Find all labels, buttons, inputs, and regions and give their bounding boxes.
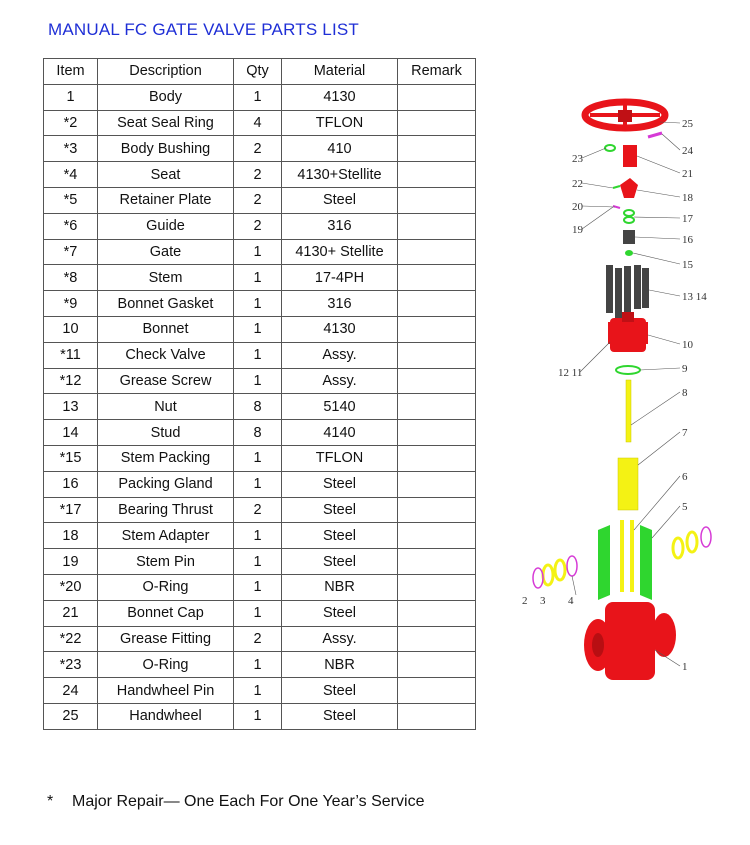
cell-description: Handwheel [98,703,234,729]
cell-item: 16 [44,471,98,497]
gate-part [618,458,638,510]
cell-description: Stud [98,420,234,446]
cell-qty: 1 [234,291,282,317]
cell-description: Bonnet Gasket [98,291,234,317]
cell-qty: 2 [234,626,282,652]
cell-item: *22 [44,626,98,652]
grease-fitting-part [613,186,620,188]
cell-item: *5 [44,187,98,213]
cell-description: O-Ring [98,652,234,678]
cell-description: Bonnet [98,316,234,342]
cell-qty: 4 [234,110,282,136]
retainer-plate-parts [598,525,652,600]
cell-material: 5140 [282,394,398,420]
cell-description: Check Valve [98,342,234,368]
parts-table [43,58,476,730]
callout-9: 9 [682,363,688,375]
cell-item: 14 [44,420,98,446]
table-row [44,239,476,265]
cell-remark [398,239,476,265]
studs-part [606,265,649,318]
page-title: MANUAL FC GATE VALVE PARTS LIST [48,20,360,39]
exploded-valve-diagram [510,90,735,690]
callout-13-14: 13 14 [682,291,707,303]
callout-2: 2 [522,595,528,607]
cell-material: Steel [282,523,398,549]
cell-description: O-Ring [98,574,234,600]
callout-5: 5 [682,501,688,513]
callout-24: 24 [682,145,693,157]
cell-qty: 1 [234,523,282,549]
cell-qty: 1 [234,342,282,368]
cell-description: Retainer Plate [98,187,234,213]
cell-item: 1 [44,84,98,110]
cell-qty: 8 [234,394,282,420]
table-row [44,394,476,420]
cell-remark [398,110,476,136]
cell-material: 4140 [282,420,398,446]
cell-item: 25 [44,703,98,729]
cell-qty: 2 [234,497,282,523]
header-remark: Remark [398,59,476,85]
cell-description: Stem [98,265,234,291]
cell-qty: 1 [234,652,282,678]
table-row [44,678,476,704]
cell-item: 18 [44,523,98,549]
cell-material: 410 [282,136,398,162]
cell-material: 316 [282,213,398,239]
packing-gland-part [623,230,635,244]
cell-remark [398,162,476,188]
table-row [44,316,476,342]
callout-15: 15 [682,259,693,271]
table-row [44,213,476,239]
callout-7: 7 [682,427,688,439]
cell-material: Steel [282,549,398,575]
table-row [44,342,476,368]
cell-material: Steel [282,187,398,213]
table-row [44,600,476,626]
cell-material: Assy. [282,626,398,652]
cell-qty: 2 [234,162,282,188]
cell-item: *11 [44,342,98,368]
stem-part [626,380,631,442]
cell-item: *8 [44,265,98,291]
cell-description: Body [98,84,234,110]
cell-remark [398,549,476,575]
callout-18: 18 [682,192,693,204]
cell-description: Stem Packing [98,445,234,471]
cell-remark [398,420,476,446]
cell-qty: 1 [234,84,282,110]
cell-remark [398,394,476,420]
cell-item: *7 [44,239,98,265]
footnote-text: Major Repair— One Each For One Year’s Service [72,793,425,810]
cell-item: *9 [44,291,98,317]
table-row [44,652,476,678]
parts-table-body [44,84,476,729]
cell-item: *23 [44,652,98,678]
cell-remark [398,316,476,342]
cell-description: Bearing Thrust [98,497,234,523]
callout-10: 10 [682,339,693,351]
callout-20: 20 [572,201,583,213]
cell-item: *17 [44,497,98,523]
table-row [44,420,476,446]
handwheel-part [585,102,665,128]
cell-remark [398,213,476,239]
table-row [44,574,476,600]
cell-qty: 2 [234,213,282,239]
cell-remark [398,471,476,497]
cell-remark [398,368,476,394]
cell-remark [398,136,476,162]
cell-description: Nut [98,394,234,420]
cell-qty: 1 [234,471,282,497]
callout-labels [522,118,707,673]
callout-6: 6 [682,471,688,483]
cell-item: *3 [44,136,98,162]
cell-remark [398,678,476,704]
cell-qty: 1 [234,600,282,626]
cell-material: NBR [282,652,398,678]
callout-8: 8 [682,387,688,399]
cell-remark [398,342,476,368]
table-row [44,265,476,291]
cell-item: *2 [44,110,98,136]
cell-remark [398,187,476,213]
cell-remark [398,652,476,678]
cell-item: *12 [44,368,98,394]
cell-remark [398,265,476,291]
table-row [44,84,476,110]
cell-remark [398,626,476,652]
cell-remark [398,703,476,729]
cell-qty: 1 [234,574,282,600]
cell-qty: 1 [234,316,282,342]
cell-description: Handwheel Pin [98,678,234,704]
cell-material: 316 [282,291,398,317]
cell-description: Bonnet Cap [98,600,234,626]
callout-4: 4 [568,595,574,607]
cell-qty: 1 [234,678,282,704]
callout-17: 17 [682,213,693,225]
cell-material: Steel [282,678,398,704]
table-row [44,291,476,317]
table-row [44,368,476,394]
callout-3: 3 [540,595,546,607]
cell-qty: 1 [234,549,282,575]
bonnet-gasket-part [616,366,640,374]
table-header-row [44,59,476,85]
table-row [44,136,476,162]
cell-remark [398,600,476,626]
cell-material: TFLON [282,110,398,136]
body-part [584,602,676,680]
o-ring-23-part [605,145,615,151]
cell-description: Stem Pin [98,549,234,575]
callout-1: 1 [682,661,688,673]
cell-qty: 2 [234,187,282,213]
callout-22: 22 [572,178,583,190]
cell-material: 4130 [282,84,398,110]
cell-item: *6 [44,213,98,239]
cell-qty: 1 [234,368,282,394]
handwheel-pin-part [648,133,662,137]
callout-23: 23 [572,153,583,165]
cell-description: Body Bushing [98,136,234,162]
cell-item: *20 [44,574,98,600]
cell-material: 4130+Stellite [282,162,398,188]
cell-qty: 1 [234,445,282,471]
cell-remark [398,445,476,471]
cell-description: Grease Screw [98,368,234,394]
cell-description: Packing Gland [98,471,234,497]
footnote [47,793,424,811]
table-row [44,187,476,213]
footnote-symbol: * [47,793,54,810]
table-row [44,549,476,575]
cell-material: 17-4PH [282,265,398,291]
table-row [44,497,476,523]
cell-remark [398,291,476,317]
cell-item: *4 [44,162,98,188]
callout-12-11: 12 11 [558,367,583,379]
cell-item: 10 [44,316,98,342]
cell-description: Stem Adapter [98,523,234,549]
cell-description: Gate [98,239,234,265]
cell-item: 13 [44,394,98,420]
cell-material: Steel [282,600,398,626]
cell-description: Grease Fitting [98,626,234,652]
stem-packing-part [625,250,633,256]
header-item: Item [44,59,98,85]
cell-material: Steel [282,471,398,497]
cell-qty: 8 [234,420,282,446]
guide-parts [620,520,634,592]
header-material: Material [282,59,398,85]
table-row [44,110,476,136]
cell-remark [398,574,476,600]
bonnet-part [608,312,648,352]
table-row [44,471,476,497]
cell-qty: 1 [234,265,282,291]
cell-qty: 1 [234,239,282,265]
cell-description: Seat Seal Ring [98,110,234,136]
stem-adapter-part [620,178,638,198]
cell-material: 4130+ Stellite [282,239,398,265]
cell-item: 19 [44,549,98,575]
cell-description: Guide [98,213,234,239]
callout-21: 21 [682,168,693,180]
cell-material: Steel [282,497,398,523]
callout-25: 25 [682,118,693,130]
cell-material: TFLON [282,445,398,471]
cell-remark [398,523,476,549]
bonnet-cap-part [623,145,637,167]
cell-item: *15 [44,445,98,471]
bearing-thrust-part [624,210,634,216]
header-description: Description [98,59,234,85]
cell-description: Seat [98,162,234,188]
header-qty: Qty [234,59,282,85]
table-row [44,445,476,471]
cell-material: 4130 [282,316,398,342]
cell-material: NBR [282,574,398,600]
table-row [44,162,476,188]
callout-19: 19 [572,224,583,236]
cell-material: Assy. [282,342,398,368]
table-row [44,523,476,549]
cell-qty: 1 [234,703,282,729]
cell-material: Assy. [282,368,398,394]
cell-remark [398,497,476,523]
cell-remark [398,84,476,110]
table-row [44,626,476,652]
cell-item: 24 [44,678,98,704]
callout-16: 16 [682,234,693,246]
cell-qty: 2 [234,136,282,162]
cell-material: Steel [282,703,398,729]
table-row [44,703,476,729]
cell-item: 21 [44,600,98,626]
